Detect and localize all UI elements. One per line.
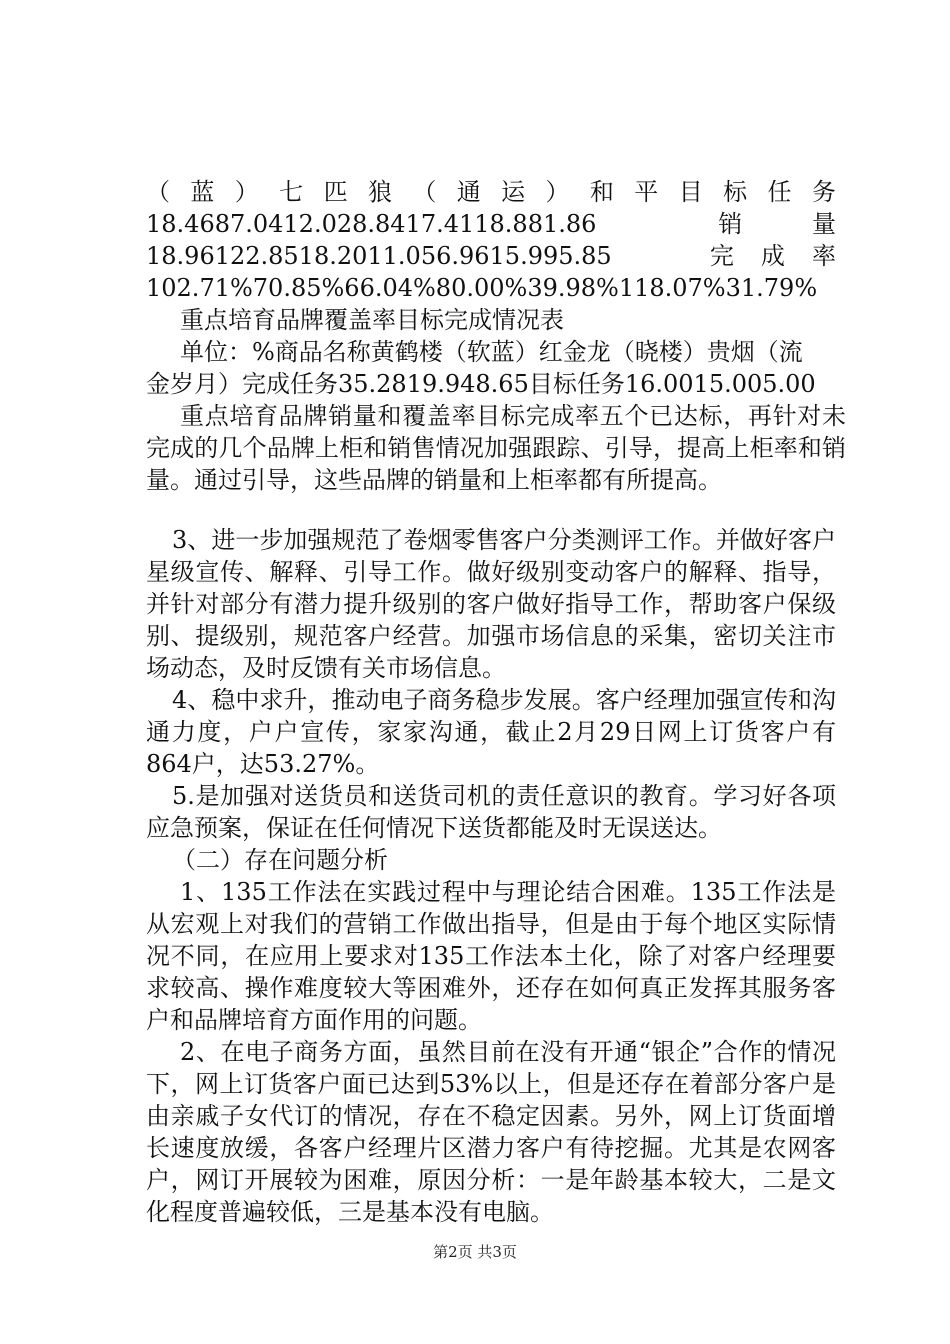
paragraph-brand-coverage: 重点培育品牌销量和覆盖率目标完成率五个已达标，再针对未完成的几个品牌上柜和销售情况加强跟踪、引导，提高上柜率和销量。通过引导，这些品牌的销量和上柜率都有所提高。 <box>146 402 846 494</box>
table-row-sales <box>146 240 836 272</box>
table-header-row <box>146 176 836 208</box>
table-row-target <box>146 208 836 240</box>
coverage-table-unit-line1 <box>146 336 836 368</box>
table-header-char: 七 <box>279 178 304 206</box>
page-number: 第2页 共3页 <box>433 1243 517 1261</box>
page-footer <box>0 1241 950 1262</box>
coverage-table-title-text: 重点培育品牌覆盖率目标完成情况表 <box>180 306 564 334</box>
coverage-table-unit-text: 单位：%商品名称黄鹤楼（软蓝）红金龙（晓楼）贵烟（流 <box>180 338 803 366</box>
paragraph-delivery: 5.是加强对送货员和送货司机的责任意识的教育。学习好各项应急预案，保证在任何情况下送货都能及时无误送达。 <box>146 782 836 842</box>
table-header-char: 目 <box>678 178 703 206</box>
section-heading-text: （二）存在问题分析 <box>172 846 388 874</box>
table-row-label-char: 成 <box>760 242 785 270</box>
table-row-values: 18.96122.8518.2011.056.9615.995.85 <box>146 242 612 270</box>
coverage-table-unit-line2 <box>146 368 836 400</box>
paragraph-135-method: 1、135工作法在实践过程中与理论结合困难。135工作法是从宏观上对我们的营销工作做出指导，但是由于每个地区实际情况不同，在应用上要求对135工作法本土化，除了对客户经理要求较高、操作难度较大等困难外，还存在如何真正发挥其服务客户和品牌培育方面作用的问题。 <box>146 878 836 1034</box>
table-header-char: （ <box>412 178 437 206</box>
table-header-char: 运 <box>501 178 526 206</box>
table-row-values: 102.71%70.85%66.04%80.00%39.98%118.07%31.79% <box>146 274 818 302</box>
document-body <box>146 176 846 1228</box>
paragraph-gap <box>146 496 836 524</box>
table-header-char: 任 <box>767 178 792 206</box>
table-row-label-char: 完 <box>709 242 734 270</box>
table-header-char: 和 <box>589 178 614 206</box>
table-header-char: ） <box>234 178 259 206</box>
table-header-char: 通 <box>456 178 481 206</box>
coverage-table-values-text: 金岁月）完成任务35.2819.948.65目标任务16.0015.005.00 <box>146 370 816 398</box>
table-header-char: 平 <box>634 178 659 206</box>
table-header-char: 匹 <box>323 178 348 206</box>
table-row-label-char: 销 <box>718 210 743 238</box>
table-row-values: 18.4687.0412.028.8417.4118.881.86 <box>146 210 597 238</box>
table-row-rate <box>146 272 836 304</box>
table-header-char: 蓝 <box>190 178 215 206</box>
table-header-char: 务 <box>811 178 836 206</box>
table-header-char: （ <box>146 178 170 206</box>
table-row-label-char: 量 <box>811 210 836 238</box>
paragraph-ecommerce: 4、稳中求升，推动电子商务稳步发展。客户经理加强宣传和沟通力度，户户宣传，家家沟通，截止2月29日网上订货客户有864户，达53.27%。 <box>146 686 836 778</box>
section-heading-problems <box>146 844 836 876</box>
table-header-char: 狼 <box>367 178 392 206</box>
paragraph-customer-rating: 3、进一步加强规范了卷烟零售客户分类测评工作。并做好客户星级宣传、解释、引导工作。做好级别变动客户的解释、指导，并针对部分有潜力提升级别的客户做好指导工作，帮助客户保级别、提级别，规范客户经营。加强市场信息的采集，密切关注市场动态，及时反馈有关市场信息。 <box>146 526 836 682</box>
coverage-table-title <box>146 304 836 336</box>
paragraph-ecommerce-issues: 2、在电子商务方面，虽然目前在没有开通“银企”合作的情况下，网上订货客户面已达到53%以上，但是还存在着部分客户是由亲戚子女代订的情况，存在不稳定因素。另外，网上订货面增长速度放缓，各客户经理片区潜力客户有待挖掘。尤其是农网客户，网订开展较为困难，原因分析：一是年龄基本较大，二是文化程度普遍较低，三是基本没有电脑。 <box>146 1038 836 1226</box>
table-row-label-char: 率 <box>812 242 836 270</box>
table-header-char: ） <box>545 178 570 206</box>
table-header-char: 标 <box>723 178 748 206</box>
